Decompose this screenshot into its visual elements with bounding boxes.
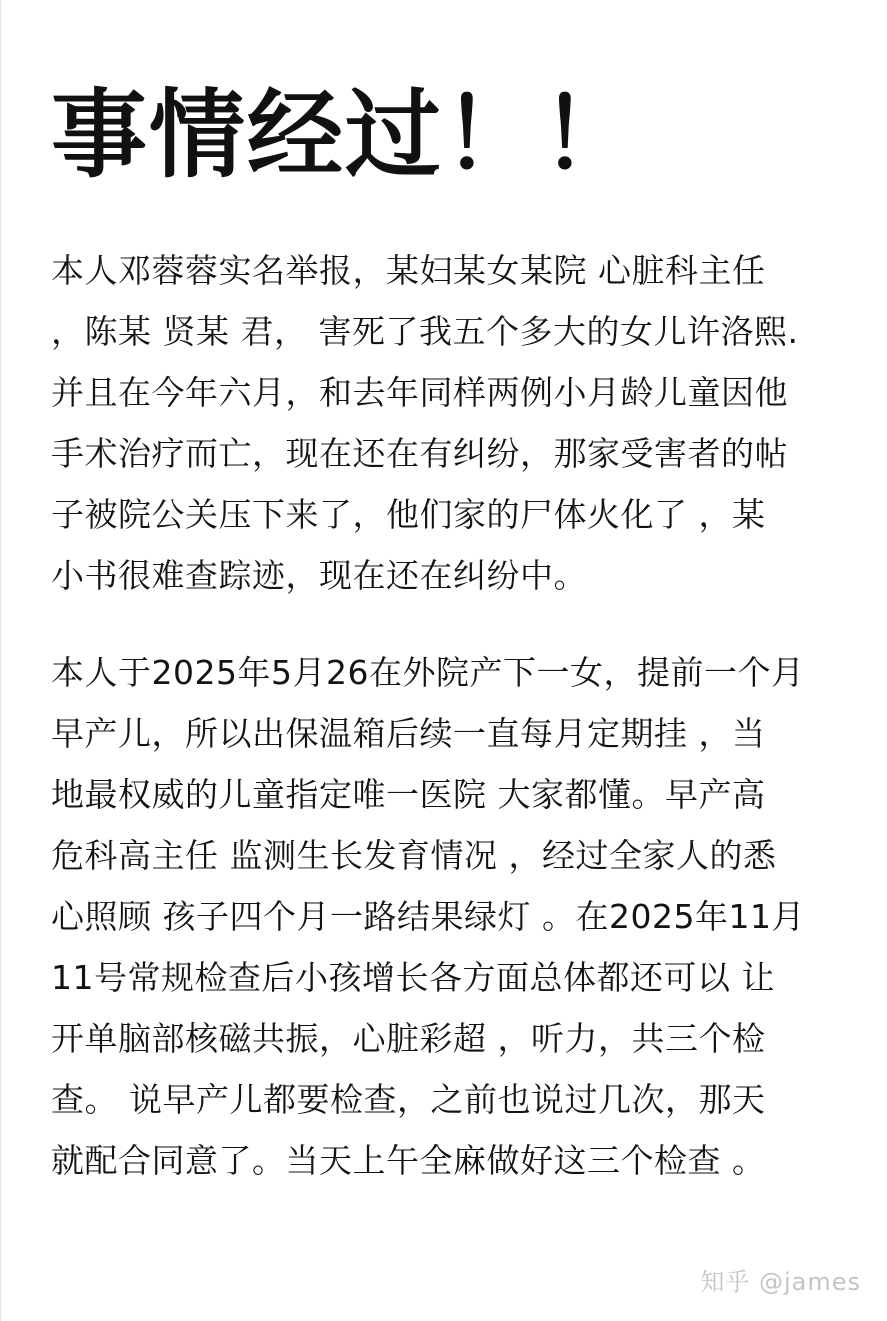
paragraph-line: 危科高主任 监测生长发育情况 ，经过全家人的悉 xyxy=(51,836,777,875)
paragraph-2 xyxy=(51,642,805,1191)
paragraph-line: 本人邓蓉蓉实名举报，某妇某女某院 心脏科主任 xyxy=(51,251,766,290)
paragraph-line: ，陈某 贤某 君， 害死了我五个多大的女儿许洛熙. xyxy=(51,312,799,351)
paragraph-line: 手术治疗而亡，现在还在有纠纷，那家受害者的帖 xyxy=(51,434,788,473)
paragraph-line: 子被院公关压下来了，他们家的尸体火化了 ，某 xyxy=(51,495,766,534)
paragraph-line: 本人于2025年5月26在外院产下一女，提前一个月 xyxy=(51,653,805,692)
paragraph-line: 地最权威的儿童指定唯一医院 大家都懂。早产高 xyxy=(51,775,766,814)
post-title: 事情经过！！ xyxy=(51,79,639,191)
paragraph-line: 查。 说早产儿都要检查，之前也说过几次，那天 xyxy=(51,1080,766,1119)
zhihu-watermark: 知乎 @james xyxy=(700,1268,861,1296)
paragraph-line: 开单脑部核磁共振，心脏彩超 ，听力，共三个检 xyxy=(51,1019,766,1058)
paragraph-line: 11号常规检查后小孩增长各方面总体都还可以 让 xyxy=(51,958,775,997)
paragraph-line: 小书很难查踪迹，现在还在纠纷中。 xyxy=(51,556,587,595)
paragraph-1 xyxy=(51,240,798,606)
paragraph-line: 早产儿，所以出保温箱后续一直每月定期挂 ，当 xyxy=(51,714,766,753)
paragraph-line: 就配合同意了。当天上午全麻做好这三个检查 。 xyxy=(51,1141,766,1180)
paragraph-line: 并且在今年六月，和去年同样两例小月龄儿童因他 xyxy=(51,373,788,412)
paragraph-line: 心照顾 孩子四个月一路结果绿灯 。在2025年11月 xyxy=(51,897,805,936)
